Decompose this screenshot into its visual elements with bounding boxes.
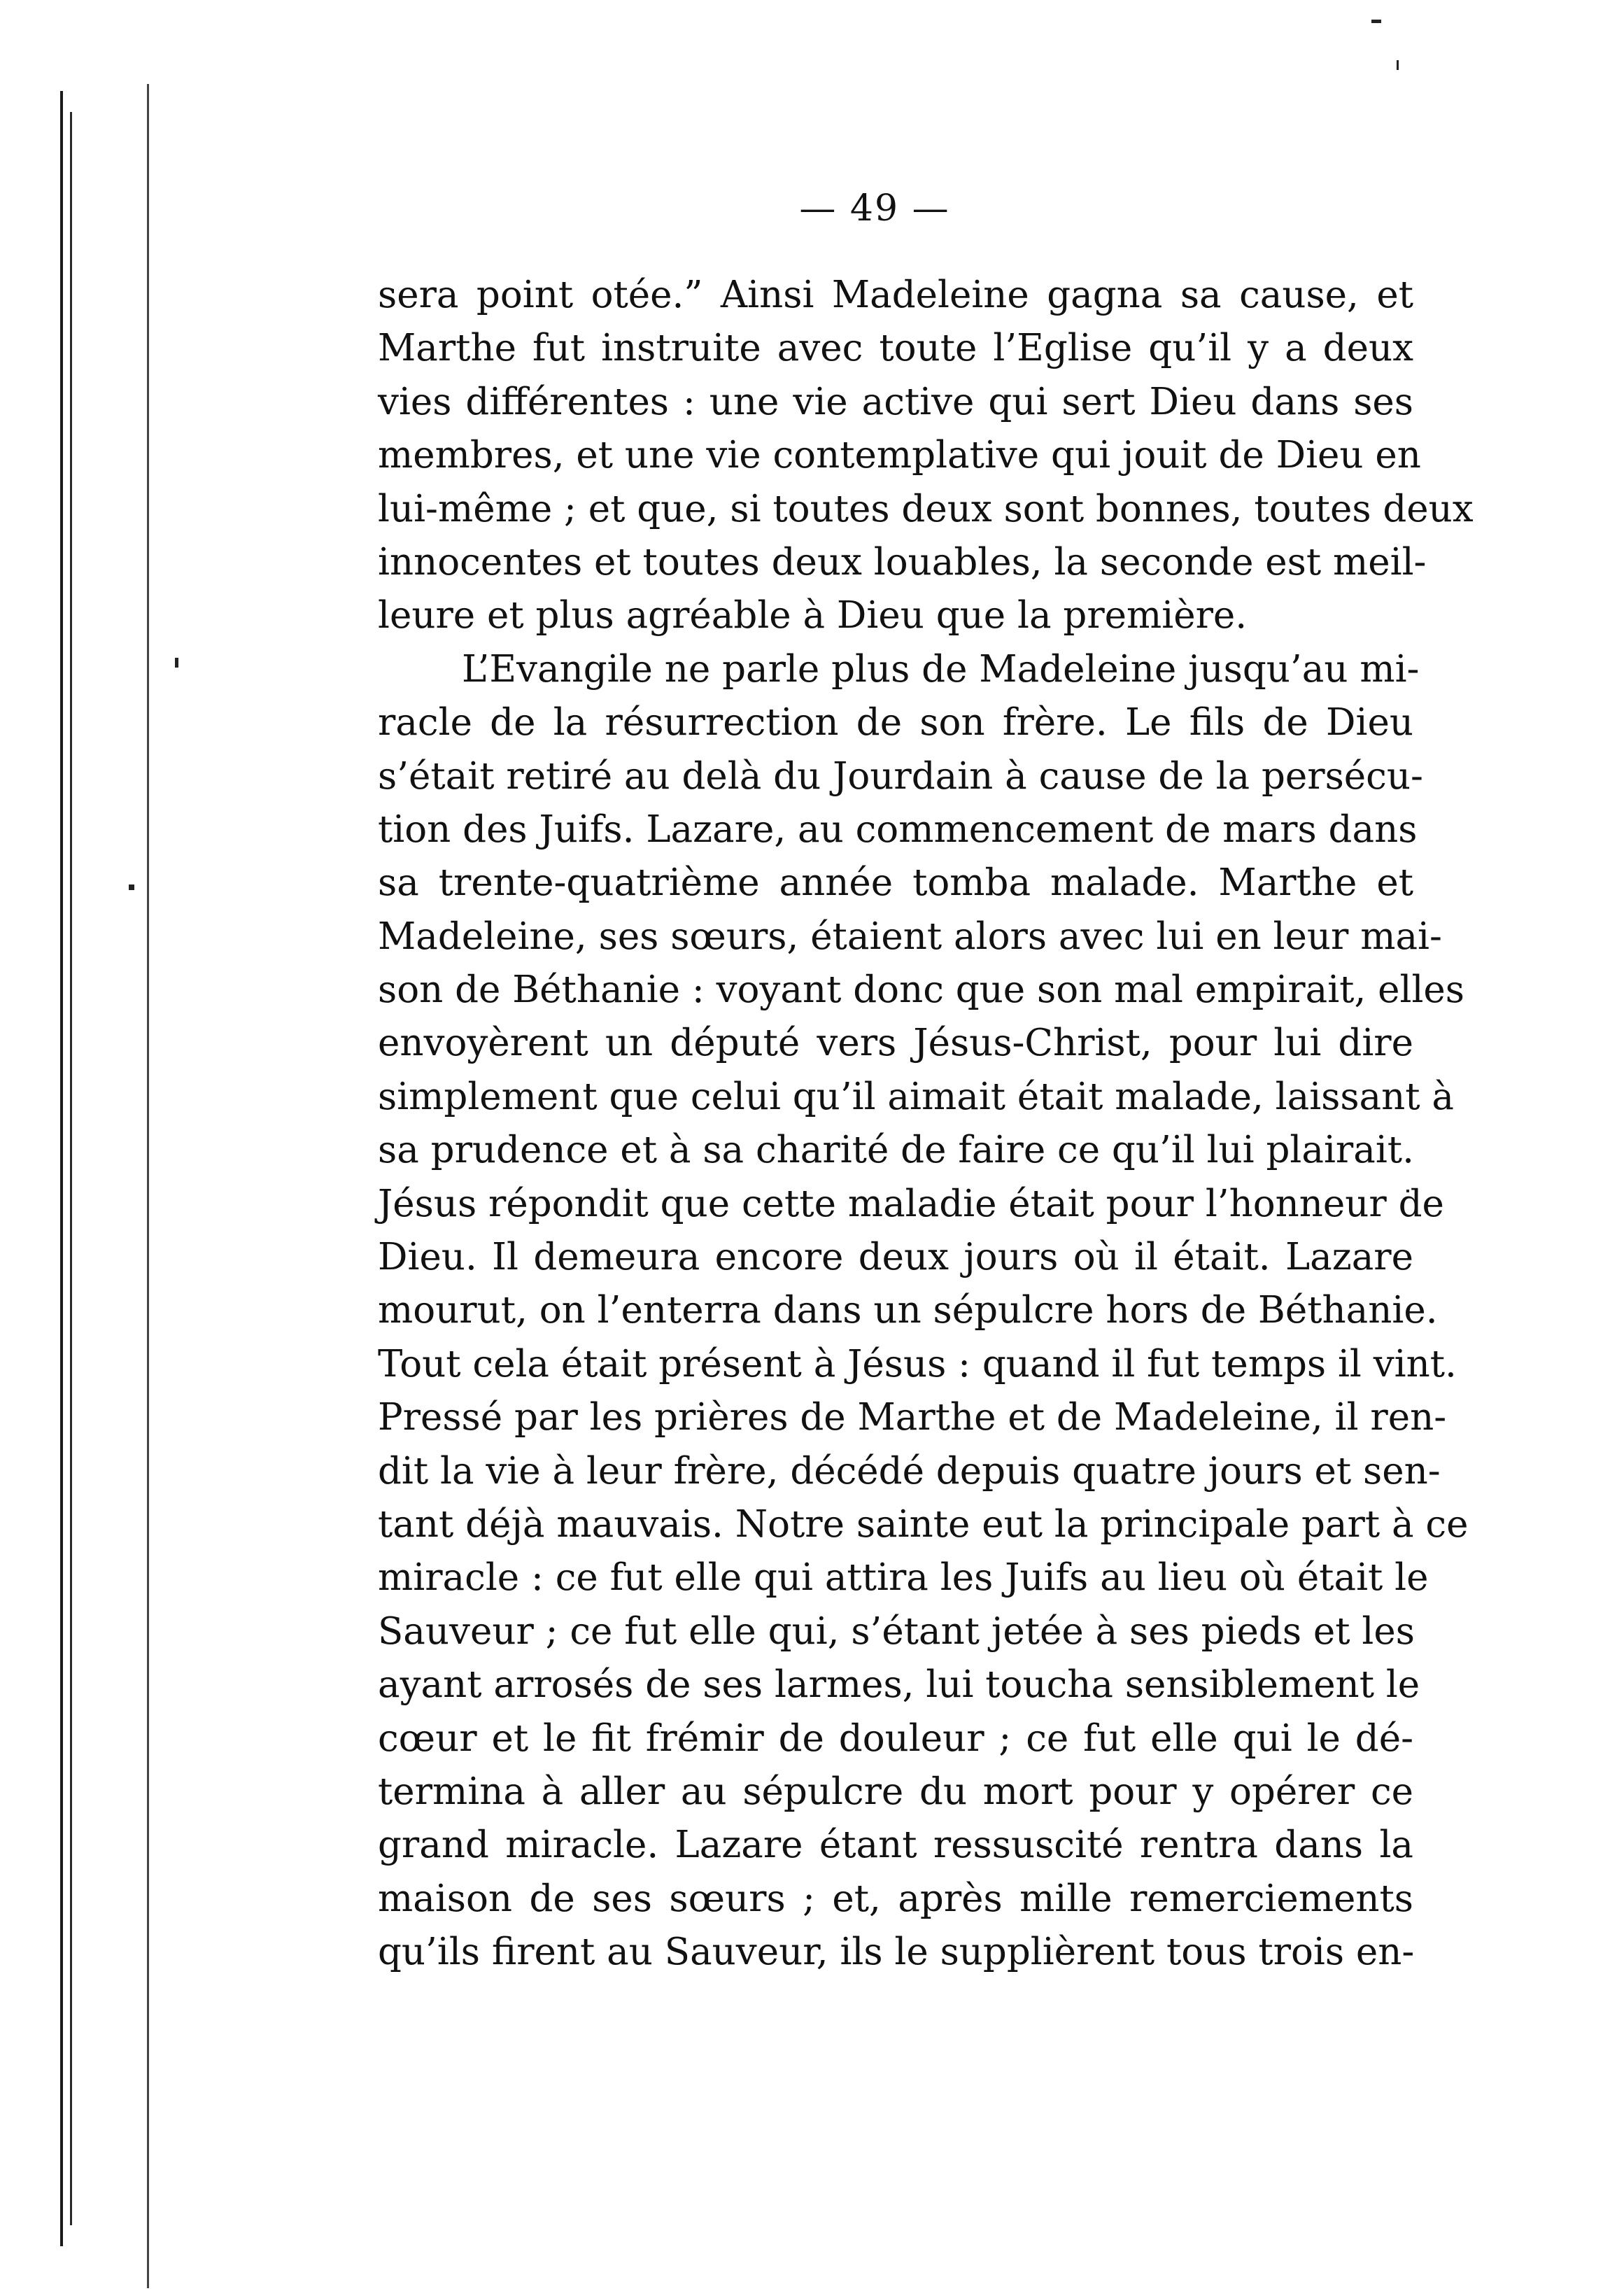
text-line: vies différentes : une vie active qui sert Dieu dans ses: [378, 380, 1413, 423]
text-line: grand miracle. Lazare étant ressuscité rentra dans la: [378, 1824, 1413, 1867]
text-line: dit la vie à leur frère, décédé depuis quatre jours et sen-: [378, 1449, 1441, 1493]
text-line: Madeleine, ses sœurs, étaient alors avec lui en leur mai-: [378, 915, 1442, 958]
scan-speck: [1397, 60, 1399, 70]
text-line: membres, et une vie contemplative qui jouit de Dieu en: [378, 434, 1421, 477]
text-line: s’était retiré au delà du Jourdain à cause de la persécu-: [378, 754, 1423, 798]
text-line: sa prudence et à sa charité de faire ce qu’il lui plairait.: [378, 1129, 1414, 1172]
text-line: son de Béthanie : voyant donc que son mal empirait, elles: [378, 968, 1464, 1012]
text-line: racle de la résurrection de son frère. Le fils de Dieu: [378, 701, 1413, 745]
text-line: Tout cela était présent à Jésus : quand il fut temps il vint.: [378, 1342, 1457, 1386]
binding-edge-line: [60, 91, 63, 2246]
text-line: leure et plus agréable à Dieu que la première.: [378, 594, 1248, 637]
text-line: Sauveur ; ce fut elle qui, s’étant jetée à ses pieds et les: [378, 1609, 1415, 1653]
text-line: ayant arrosés de ses larmes, lui toucha sensiblement le: [378, 1663, 1420, 1707]
text-line: cœur et le fit frémir de douleur ; ce fut elle qui le dé-: [378, 1717, 1413, 1760]
binding-edge-line: [70, 112, 72, 2225]
scan-speck: [129, 884, 134, 890]
body-text: [378, 269, 1474, 1980]
text-line: envoyèrent un député vers Jésus-Christ, pour lui dire: [378, 1022, 1413, 1065]
text-line: qu’ils firent au Sauveur, ils le supplièrent tous trois en-: [378, 1931, 1415, 1974]
text-line: tant déjà mauvais. Notre sainte eut la principale part à ce: [378, 1502, 1469, 1546]
page-number: — 49 —: [799, 188, 950, 230]
text-line: Pressé par les prières de Marthe et de Madeleine, il ren-: [378, 1396, 1447, 1439]
text-line: maison de ses sœurs ; et, après mille remerciements: [378, 1877, 1413, 1920]
text-line: simplement que celui qu’il aimait était malade, laissant à: [378, 1075, 1455, 1118]
binding-edge-line: [147, 84, 149, 2288]
scan-speck: [175, 658, 178, 668]
text-line: mourut, on l’enterra dans un sépulcre hors de Béthanie.: [378, 1289, 1438, 1332]
text-line: tion des Juifs. Lazare, au commencement de mars dans: [378, 808, 1418, 851]
text-line: Dieu. Il demeura encore deux jours où il était. Lazare: [378, 1236, 1413, 1279]
text-line: Jésus répondit que cette maladie était pour l’honneur de: [378, 1182, 1444, 1225]
text-line: sera point otée.” Ainsi Madeleine gagna sa cause, et: [378, 274, 1413, 316]
text-line: sa trente-quatrième année tomba malade. Marthe et: [378, 861, 1413, 905]
text-line: L’Evangile ne parle plus de Madeleine jusqu’au mi-: [462, 647, 1420, 691]
text-line: Marthe fut instruite avec toute l’Eglise qu’il y a deux: [378, 327, 1413, 370]
text-line: termina à aller au sépulcre du mort pour y opérer ce: [378, 1770, 1413, 1813]
text-line: miracle : ce fut elle qui attira les Juifs au lieu où était le: [378, 1556, 1429, 1600]
text-line: lui-même ; et que, si toutes deux sont bonnes, toutes deux: [378, 487, 1474, 530]
text-line: innocentes et toutes deux louables, la seconde est meil-: [378, 540, 1427, 584]
scan-speck: [1371, 20, 1381, 23]
